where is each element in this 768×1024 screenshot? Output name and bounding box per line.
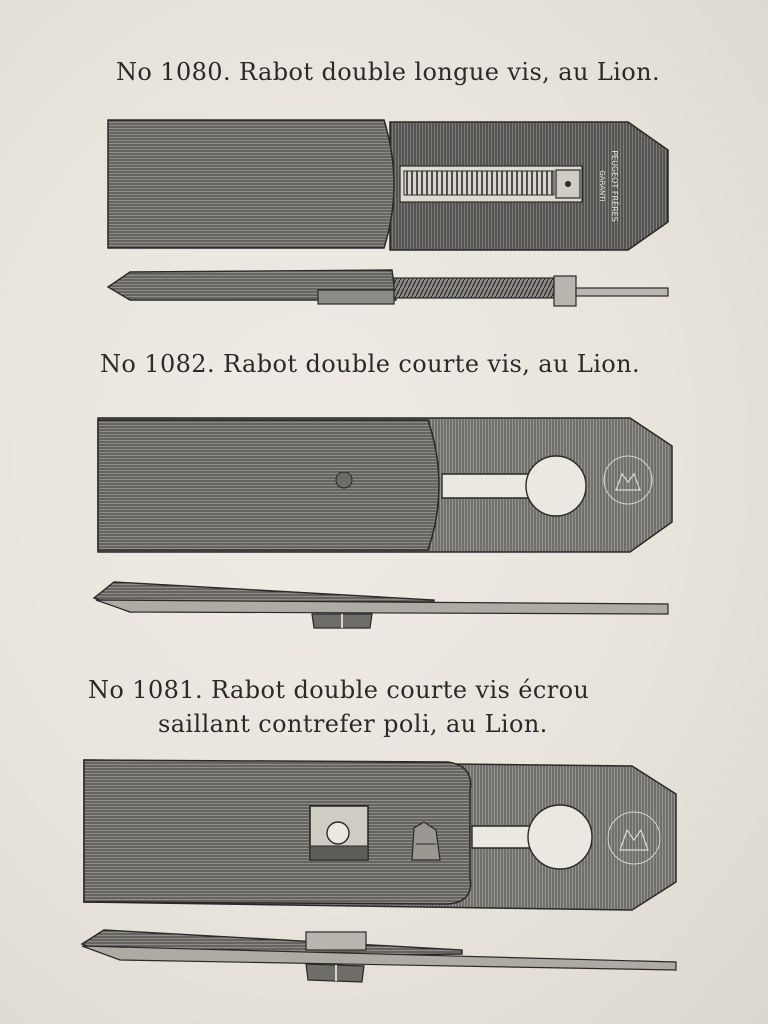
- item-1081-title-line1: Rabot double courte vis écrou: [211, 676, 590, 704]
- plane-iron-1080-side-view: [108, 270, 668, 306]
- plane-iron-1081-top-view: [84, 760, 676, 910]
- item-1080-title: Rabot double longue vis, au Lion.: [239, 58, 660, 86]
- item-1080-number: No 1080.: [116, 58, 231, 86]
- item-1082-number: No 1082.: [100, 350, 215, 378]
- plane-iron-1080-top-view: [108, 120, 668, 250]
- plane-iron-1082-side-view: [94, 582, 668, 628]
- plane-iron-1081-side-view: [82, 930, 676, 982]
- plane-iron-1082-top-view: [98, 418, 672, 552]
- item-1082-title: Rabot double courte vis, au Lion.: [223, 350, 641, 378]
- item-1081-title-line2: saillant contrefer poli, au Lion.: [158, 710, 548, 738]
- stamp-maker-text: PEUGEOT FRÈRES: [610, 150, 619, 222]
- item-1081-number: No 1081.: [88, 676, 203, 704]
- stamp-mark-text: GARANTI: [598, 170, 606, 202]
